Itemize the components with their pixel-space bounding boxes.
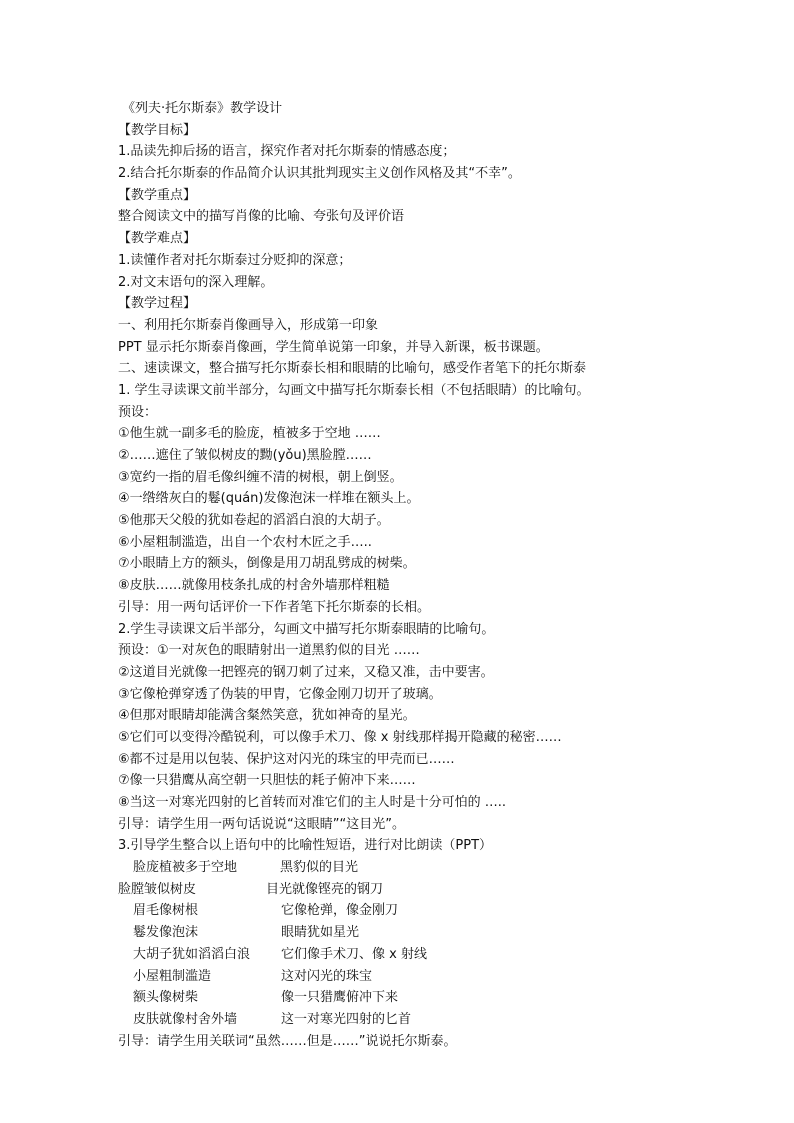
process-heading: 【教学过程】 [118,296,197,312]
step-heading: 二、速读课文，整合描写托尔斯泰长相和眼睛的比喻句，感受作者笔下的托尔斯泰 [118,361,587,377]
sentence-item: ②这道目光就像一把铿亮的钢刀刺了过来，又稳又准，击中要害。 [118,664,494,680]
comparison-row [118,987,678,1009]
comparison-right: 它们像手术刀、像 x 射线 [281,946,427,962]
sentence-item: ③它像枪弹穿透了伪装的甲胄，它像金刚刀切开了玻璃。 [118,686,442,702]
sentence-item: ⑤它们可以变得冷酷锐利，可以像手术刀、像 x 射线那样揭开隐藏的秘密…… [118,729,562,745]
comparison-right: 它像枪弹，像金刚刀 [281,903,399,919]
comparison-row [118,922,678,944]
comparison-left: 鬈发像泡沫 [133,925,199,941]
sentence-item: ⑥都不过是用以包装、保护这对闪光的珠宝的甲壳而已…… [118,751,455,767]
comparison-left: 眉毛像树根 [133,903,199,919]
task-text: 1. 学生寻读课文前半部分，勾画文中描写托尔斯泰长相（不包括眼睛）的比喻句。 [118,382,590,398]
comparison-left: 皮肤就像村舍外墙 [133,1011,238,1027]
guide-text: 引导：请学生用一两句话说说“这眼睛”“这目光”。 [118,816,405,832]
comparison-row [118,966,678,988]
guide-text: 引导：请学生用关联词“虽然……但是……”说说托尔斯泰。 [118,1033,457,1049]
step-text: PPT 显示托尔斯泰肖像画，学生简单说第一印象，并导入新课，板书课题。 [118,339,549,355]
comparison-right: 黑豹似的目光 [280,860,359,876]
goal-item: 1.品读先抑后扬的语言，探究作者对托尔斯泰的情感态度； [118,144,456,160]
sentence-item: ④但那对眼睛却能满含粲然笑意，犹如神奇的星光。 [118,708,416,724]
sentence-item: ⑥小屋粗制滥造，出自一个农村木匠之手….. [118,534,372,550]
focus-heading: 【教学重点】 [118,187,197,203]
comparison-right: 这对闪光的珠宝 [281,968,373,984]
comparison-row [118,879,678,901]
comparison-left: 大胡子犹如滔滔白浪 [133,946,251,962]
preset-label: 预设： [118,404,158,420]
comparison-row [118,1009,678,1031]
difficulty-item: 2.对文末语句的深入理解。 [118,274,274,290]
comparison-left: 脸庞植被多于空地 [133,860,238,876]
task-text: 3.引导学生整合以上语句中的比喻性短语，进行对比朗读（PPT） [118,838,493,854]
comparison-row [118,857,678,879]
document-page [118,98,678,1052]
comparison-right: 像一只猎鹰俯冲下来 [281,990,399,1006]
comparison-left: 脸膛皱似树皮 [118,881,197,897]
comparison-right: 眼睛犹如星光 [281,925,360,941]
sentence-item: ⑦像一只猎鹰从高空朝一只胆怯的耗子俯冲下来…… [118,773,416,789]
comparison-right: 目光就像铿亮的钢刀 [266,881,384,897]
focus-item: 整合阅读文中的描写肖像的比喻、夸张句及评价语 [118,209,405,225]
comparison-row [118,900,678,922]
sentence-item: ⑧当这一对寒光四射的匕首转而对准它们的主人时是十分可怕的 ….. [118,795,507,810]
comparison-left: 小屋粗制滥造 [133,968,212,984]
task-text: 2.学生寻读课文后半部分，勾画文中描写托尔斯泰眼睛的比喻句。 [118,621,495,637]
difficulty-heading: 【教学难点】 [118,231,197,247]
difficulty-item: 1.读懂作者对托尔斯泰过分贬抑的深意； [118,252,352,268]
guide-text: 引导：用一两句话评价一下作者笔下托尔斯泰的长相。 [118,599,431,615]
sentence-item: ②……遮住了皱似树皮的黝(yǒu)黑脸膛…… [118,448,372,463]
sentence-item: ⑧皮肤……就像用枝条扎成的村舍外墙那样粗糙 [118,578,390,594]
sentence-item: ⑦小眼睛上方的额头，倒像是用刀胡乱劈成的树柴。 [118,556,416,572]
goal-item: 2.结合托尔斯泰的作品简介认识其批判现实主义创作风格及其“不幸”。 [118,166,521,182]
goals-heading: 【教学目标】 [118,122,197,138]
sentence-item: ①他生就一副多毛的脸庞，植被多于空地 …… [118,426,381,442]
document-title: 《列夫·托尔斯泰》教学设计 [122,101,283,116]
comparison-row [118,944,678,966]
comparison-right: 这一对寒光四射的匕首 [281,1011,412,1027]
sentence-item: ③宽约一指的眉毛像纠缠不清的树根，朝上倒竖。 [118,469,403,485]
comparison-left: 额头像树柴 [133,990,199,1006]
sentence-item: ⑤他那天父般的犹如卷起的滔滔白浪的大胡子。 [118,513,390,529]
sentence-item: 预设：①一对灰色的眼睛射出一道黑豹似的目光 …… [118,643,420,659]
sentence-item: ④一绺绺灰白的鬈(quán)发像泡沫一样堆在额头上。 [118,491,420,507]
step-heading: 一、利用托尔斯泰肖像画导入，形成第一印象 [118,317,379,333]
